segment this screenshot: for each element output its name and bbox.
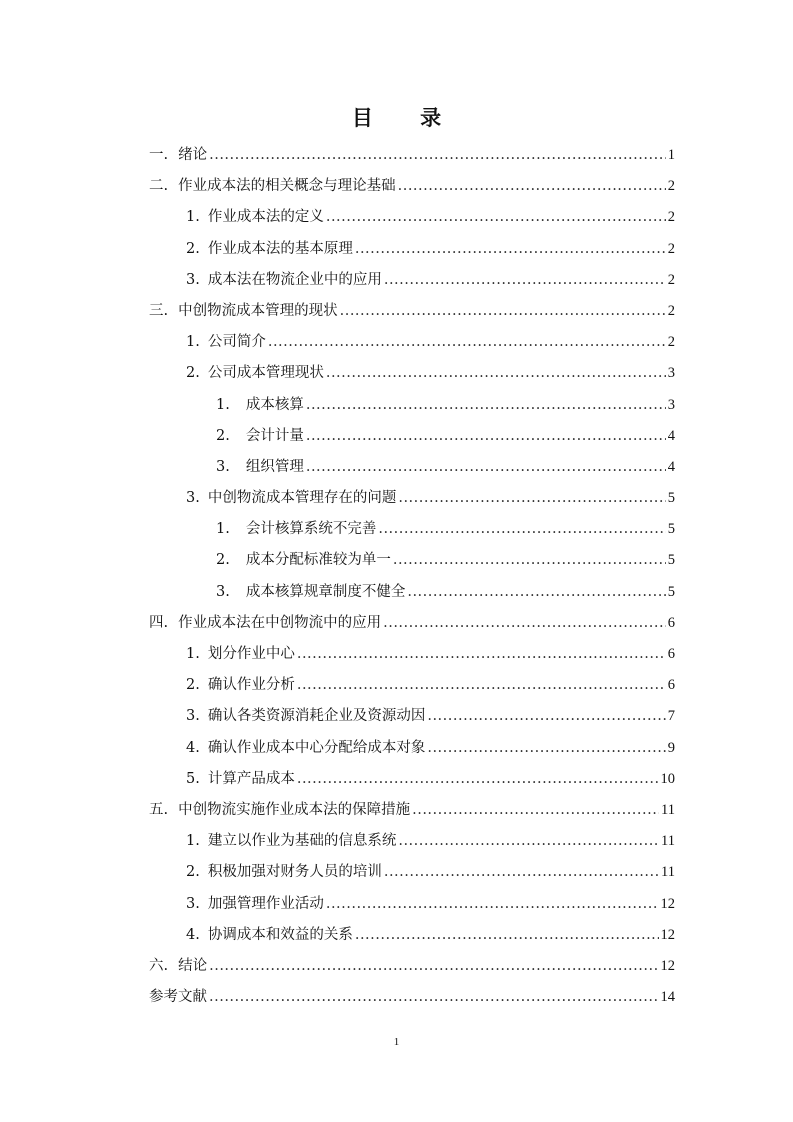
dot-leader xyxy=(326,358,666,389)
toc-entry[interactable] xyxy=(149,140,675,171)
dot-leader xyxy=(209,140,666,171)
page-number: 1 xyxy=(393,1036,400,1048)
toc-entry[interactable] xyxy=(149,327,675,358)
toc-entry[interactable] xyxy=(149,889,675,920)
dot-leader xyxy=(398,483,665,514)
entry-label: 积极加强对财务人员的培训 xyxy=(207,864,382,881)
toc-title: 目 录 xyxy=(351,105,462,130)
entry-page: 2 xyxy=(667,240,675,257)
entry-label: 划分作业中心 xyxy=(207,646,295,662)
entry-label: 加强管理作业活动 xyxy=(207,895,324,912)
entry-number: 一. xyxy=(149,147,169,163)
toc-entry[interactable] xyxy=(149,608,675,639)
dot-leader xyxy=(378,514,665,545)
entry-page: 3 xyxy=(667,396,675,413)
entry-page: 2 xyxy=(667,271,675,288)
entry-page: 12 xyxy=(660,895,675,912)
dot-leader xyxy=(384,857,659,888)
toc-entry[interactable] xyxy=(149,202,675,233)
entry-number: 四. xyxy=(149,614,169,631)
entry-number: 1. xyxy=(186,646,200,662)
entry-number: 1. xyxy=(216,396,230,413)
entry-label: 中创物流成本管理的现状 xyxy=(178,302,338,319)
dot-leader xyxy=(326,202,666,233)
entry-number: 3. xyxy=(186,271,200,288)
entry-label: 建立以作业为基础的信息系统 xyxy=(207,833,397,850)
entry-label: 协调成本和效益的关系 xyxy=(207,926,353,943)
table-of-contents xyxy=(149,140,675,1013)
dot-leader xyxy=(412,795,659,826)
entry-page: 2 xyxy=(667,302,675,319)
entry-label: 会计核算系统不完善 xyxy=(245,521,377,538)
dot-leader xyxy=(427,701,665,732)
dot-leader xyxy=(398,826,659,857)
entry-page: 2 xyxy=(667,209,675,226)
toc-entry[interactable] xyxy=(149,639,675,670)
dot-leader xyxy=(297,670,666,701)
entry-page: 2 xyxy=(667,178,675,195)
dot-leader xyxy=(384,265,666,296)
toc-entry[interactable] xyxy=(149,421,675,452)
entry-label: 中创物流成本管理存在的问题 xyxy=(207,490,397,507)
dot-leader xyxy=(355,234,666,265)
dot-leader xyxy=(340,296,666,327)
entry-label: 作业成本法在中创物流中的应用 xyxy=(178,614,382,631)
entry-page: 12 xyxy=(660,957,675,974)
toc-entry[interactable] xyxy=(149,920,675,951)
entry-number: 3. xyxy=(186,895,200,912)
entry-number: 1. xyxy=(186,209,200,226)
entry-page: 7 xyxy=(667,708,675,725)
entry-page: 5 xyxy=(667,552,675,569)
dot-leader xyxy=(355,920,659,951)
dot-leader xyxy=(427,733,665,764)
toc-entry[interactable] xyxy=(149,826,675,857)
entry-label: 确认作业分析 xyxy=(207,677,295,694)
entry-number: 3. xyxy=(186,490,200,507)
toc-entry[interactable] xyxy=(149,390,675,421)
entry-page: 2 xyxy=(667,334,675,351)
dot-leader xyxy=(209,951,658,982)
entry-page: 11 xyxy=(661,801,675,818)
dot-leader xyxy=(297,764,659,795)
entry-page: 3 xyxy=(667,365,675,382)
entry-number: 1. xyxy=(216,521,230,538)
toc-entry[interactable] xyxy=(149,951,675,982)
toc-entry[interactable] xyxy=(149,265,675,296)
entry-number: 2. xyxy=(216,552,230,569)
entry-number: 3. xyxy=(216,583,230,600)
dot-leader xyxy=(306,421,666,452)
toc-entry[interactable] xyxy=(149,795,675,826)
dot-leader xyxy=(306,452,666,483)
entry-page: 5 xyxy=(667,583,675,600)
entry-page: 1 xyxy=(667,147,675,163)
entry-page: 6 xyxy=(667,646,675,662)
entry-label: 作业成本法的基本原理 xyxy=(207,240,353,257)
entry-number: 六. xyxy=(149,957,169,974)
entry-number: 3. xyxy=(186,708,200,725)
toc-entry[interactable] xyxy=(149,545,675,576)
entry-page: 5 xyxy=(667,490,675,507)
dot-leader xyxy=(306,390,666,421)
entry-label: 确认作业成本中心分配给成本对象 xyxy=(207,739,426,756)
entry-label: 作业成本法的定义 xyxy=(207,209,324,226)
toc-entry[interactable] xyxy=(149,483,675,514)
entry-label: 作业成本法的相关概念与理论基础 xyxy=(178,178,396,195)
dot-leader xyxy=(326,889,659,920)
entry-number: 1. xyxy=(186,833,200,850)
entry-number: 五. xyxy=(149,801,169,818)
toc-entry[interactable] xyxy=(149,733,675,764)
entry-label: 计算产品成本 xyxy=(207,770,295,787)
entry-number: 1. xyxy=(186,334,200,351)
entry-label: 成本法在物流企业中的应用 xyxy=(207,271,382,288)
entry-label: 组织管理 xyxy=(245,458,304,475)
dot-leader xyxy=(268,327,666,358)
entry-number: 4. xyxy=(186,926,200,943)
toc-entry[interactable] xyxy=(149,670,675,701)
entry-label: 中创物流实施作业成本法的保障措施 xyxy=(178,801,411,818)
entry-label: 成本核算 xyxy=(245,396,304,413)
entry-page: 4 xyxy=(667,427,675,444)
entry-page: 5 xyxy=(667,521,675,538)
entry-number: 2. xyxy=(186,365,200,382)
entry-number: 2. xyxy=(186,240,200,257)
entry-label: 会计计量 xyxy=(245,427,304,444)
entry-number: 5. xyxy=(186,770,200,787)
dot-leader xyxy=(407,577,665,608)
dot-leader xyxy=(393,545,666,576)
toc-entry[interactable] xyxy=(149,982,675,1013)
dot-leader xyxy=(297,639,666,670)
entry-label: 确认各类资源消耗企业及资源动因 xyxy=(207,708,426,725)
toc-entry[interactable] xyxy=(149,452,675,483)
entry-page: 11 xyxy=(661,864,675,881)
entry-page: 11 xyxy=(661,833,675,850)
toc-entry[interactable] xyxy=(149,358,675,389)
entry-page: 14 xyxy=(660,989,675,1006)
toc-entry[interactable] xyxy=(149,234,675,265)
entry-label: 公司成本管理现状 xyxy=(207,365,324,382)
entry-page: 9 xyxy=(667,739,675,756)
toc-entry[interactable] xyxy=(149,764,675,795)
entry-page: 10 xyxy=(660,770,675,787)
entry-label: 成本分配标准较为单一 xyxy=(245,552,391,569)
dot-leader xyxy=(209,982,659,1013)
entry-page: 6 xyxy=(667,614,675,631)
entry-label: 结论 xyxy=(178,957,208,974)
entry-number: 2. xyxy=(186,864,200,881)
toc-entry[interactable] xyxy=(149,296,675,327)
entry-number: 三. xyxy=(149,302,169,319)
entry-number: 2. xyxy=(216,427,230,444)
toc-entry[interactable] xyxy=(149,514,675,545)
entry-label: 公司简介 xyxy=(207,334,266,351)
toc-entry[interactable] xyxy=(149,577,675,608)
entry-number: 2. xyxy=(186,677,200,694)
dot-leader xyxy=(398,171,666,202)
entry-number: 4. xyxy=(186,739,200,756)
entry-page: 12 xyxy=(660,926,675,943)
entry-page: 6 xyxy=(667,677,675,694)
toc-entry[interactable] xyxy=(149,857,675,888)
toc-entry[interactable] xyxy=(149,701,675,732)
dot-leader xyxy=(383,608,666,639)
entry-number: 二. xyxy=(149,178,169,195)
entry-number: 3. xyxy=(216,458,230,475)
toc-entry[interactable] xyxy=(149,171,675,202)
entry-page: 4 xyxy=(667,458,675,475)
entry-label: 成本核算规章制度不健全 xyxy=(245,583,406,600)
entry-label: 参考文献 xyxy=(149,989,207,1006)
entry-label: 绪论 xyxy=(178,147,208,163)
